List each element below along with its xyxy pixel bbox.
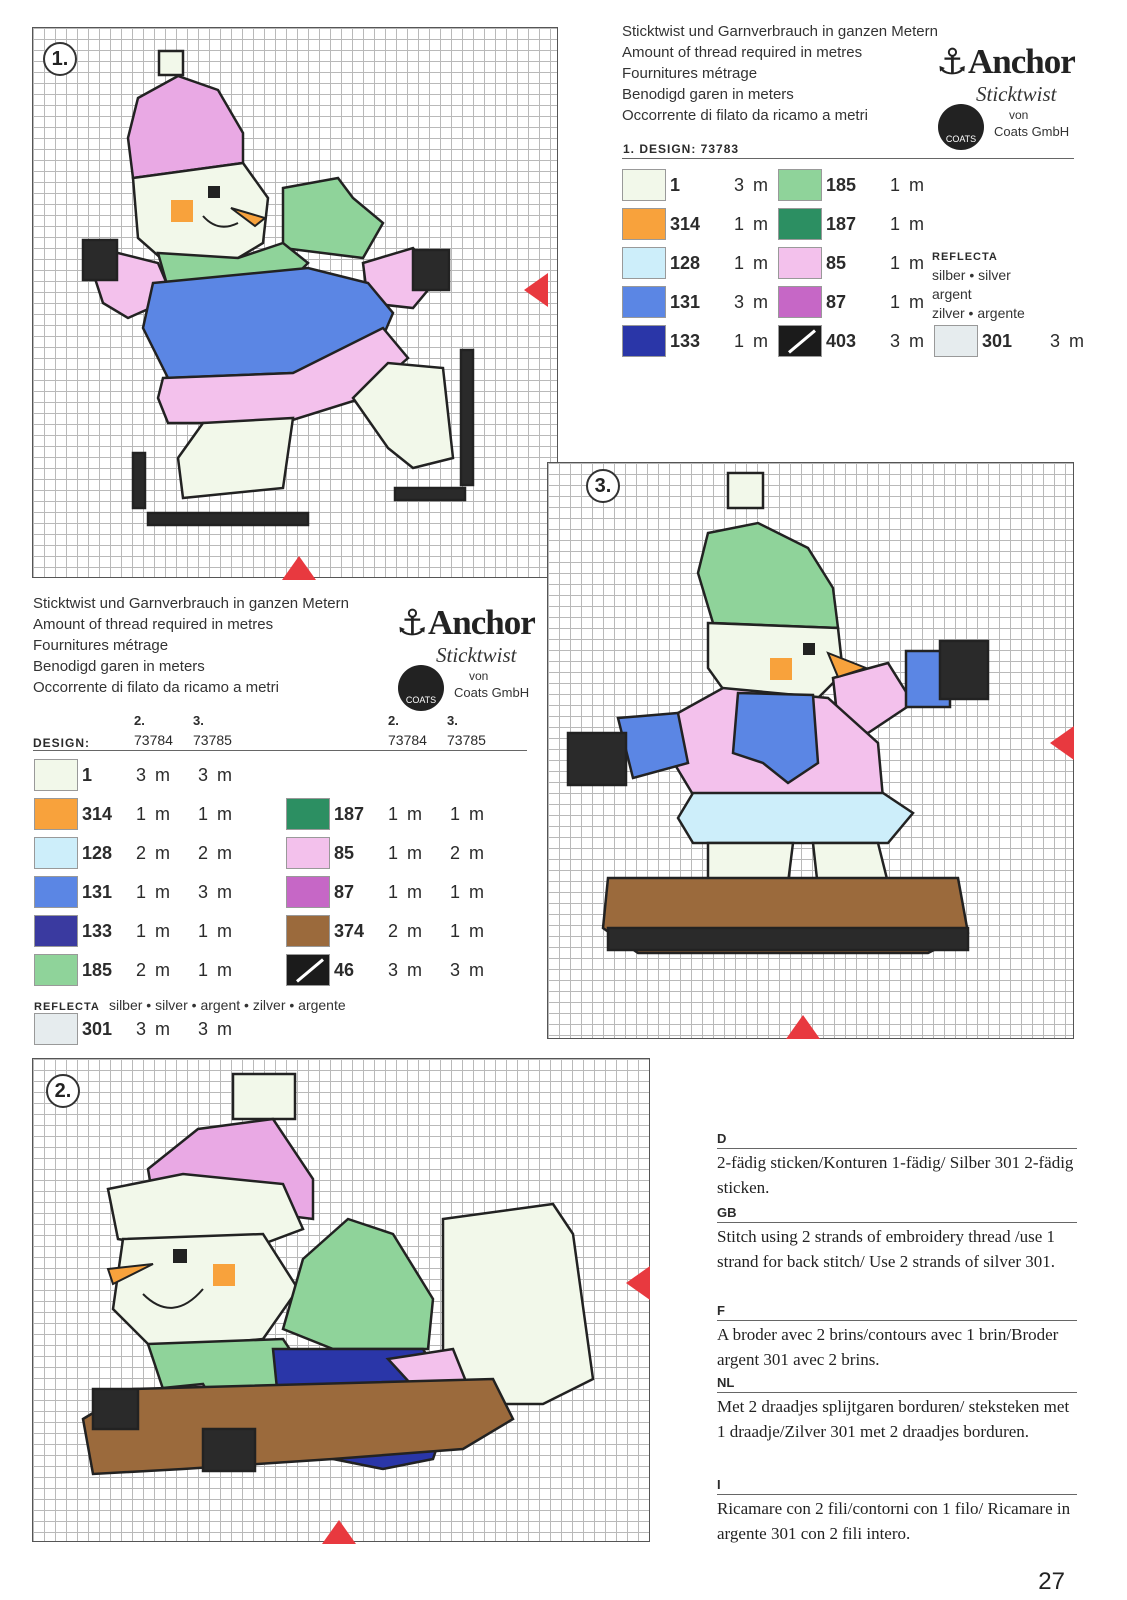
info-line: Sticktwist und Garnverbrauch in ganzen Metern bbox=[622, 23, 938, 40]
thread-code: 185 bbox=[826, 174, 857, 195]
thread-amount: 1 m bbox=[889, 174, 926, 195]
legend-row bbox=[286, 914, 486, 948]
thread-code: 301 bbox=[82, 1018, 113, 1039]
thread-amount-design-3: 1 m bbox=[449, 881, 486, 902]
thread-amount-design-2: 2 m bbox=[135, 959, 172, 980]
instruction-text: Met 2 draadjes splijtgaren borduren/ steksteken met 1 draadje/Zilver 301 met 2 draadjes borduren. bbox=[717, 1397, 1070, 1441]
reflecta-line: silber • silver bbox=[932, 267, 1011, 283]
instruction-block bbox=[717, 1477, 1077, 1546]
color-swatch bbox=[778, 286, 822, 318]
brand-name: Anchor bbox=[428, 603, 535, 642]
thread-amount-design-3: 1 m bbox=[197, 803, 234, 824]
thread-amount-design-2: 3 m bbox=[135, 764, 172, 785]
thread-code: 85 bbox=[826, 252, 847, 273]
thread-code: 187 bbox=[826, 213, 857, 234]
color-swatch bbox=[286, 876, 330, 908]
legend-row bbox=[622, 324, 770, 358]
thread-code: 1 bbox=[82, 764, 93, 785]
color-swatch bbox=[622, 286, 666, 318]
legend-row bbox=[778, 285, 926, 319]
thread-amount-design-2: 1 m bbox=[387, 803, 424, 824]
thread-amount-design-3: 1 m bbox=[197, 959, 234, 980]
snowman-skater-motif bbox=[33, 28, 558, 578]
info-line: Benodigd garen in meters bbox=[33, 658, 205, 675]
legend-row bbox=[622, 207, 770, 241]
brand-sub: Sticktwist bbox=[976, 82, 1057, 106]
design-3-number: 73785 bbox=[193, 732, 232, 748]
thread-amount-design-3: 3 m bbox=[197, 881, 234, 902]
center-marker-bottom-3 bbox=[786, 1015, 820, 1039]
legend-row bbox=[286, 797, 486, 831]
color-swatch bbox=[34, 876, 78, 908]
legend-row bbox=[778, 168, 926, 202]
anchor-icon: ⚓ bbox=[936, 42, 969, 83]
color-swatch bbox=[34, 954, 78, 986]
thread-amount-design-3: 1 m bbox=[449, 803, 486, 824]
col-3-head: 3. bbox=[193, 713, 204, 728]
legend-row bbox=[34, 953, 234, 987]
reflecta-line: zilver • argente bbox=[932, 305, 1025, 321]
thread-amount-design-3: 3 m bbox=[197, 764, 234, 785]
legend-row bbox=[778, 207, 926, 241]
page-number: 27 bbox=[1038, 1568, 1065, 1595]
thread-code: 185 bbox=[82, 959, 113, 980]
col-2-head: 2. bbox=[134, 713, 145, 728]
thread-amount: 1 m bbox=[889, 252, 926, 273]
design-3-badge: 3. bbox=[586, 469, 620, 503]
color-swatch bbox=[934, 325, 978, 357]
thread-amount: 1 m bbox=[889, 291, 926, 312]
center-marker-right-3 bbox=[1050, 726, 1074, 760]
divider bbox=[622, 158, 1074, 159]
info-line: Occorrente di filato da ricamo a metri bbox=[33, 679, 279, 696]
design-2-number: 73784 bbox=[134, 732, 173, 748]
thread-info-text-2 bbox=[33, 593, 349, 698]
instruction-block bbox=[717, 1375, 1077, 1444]
thread-code: 314 bbox=[82, 803, 113, 824]
legend-row bbox=[778, 246, 926, 280]
thread-code: 87 bbox=[826, 291, 847, 312]
color-swatch bbox=[778, 247, 822, 279]
color-swatch bbox=[34, 759, 78, 791]
color-swatch bbox=[34, 1013, 78, 1045]
thread-amount-design-2: 1 m bbox=[387, 881, 424, 902]
info-line: Fournitures métrage bbox=[33, 637, 169, 654]
legend-row bbox=[34, 836, 234, 870]
color-swatch bbox=[286, 954, 330, 986]
brand-name: Anchor bbox=[968, 42, 1075, 81]
thread-amount: 3 m bbox=[733, 291, 770, 312]
color-swatch bbox=[34, 798, 78, 830]
instruction-language: I bbox=[717, 1477, 1077, 1495]
col-3-head-right: 3. bbox=[447, 713, 458, 728]
chart-design-1 bbox=[32, 27, 558, 578]
color-swatch bbox=[34, 915, 78, 947]
info-line: Fournitures métrage bbox=[622, 65, 758, 82]
design-3-number-right: 73785 bbox=[447, 732, 486, 748]
chart-design-2 bbox=[32, 1058, 650, 1542]
thread-amount-design-2: 2 m bbox=[135, 842, 172, 863]
thread-amount-design-3: 3 m bbox=[449, 959, 486, 980]
color-swatch bbox=[622, 208, 666, 240]
snowman-sledding-motif bbox=[33, 1059, 650, 1542]
color-swatch bbox=[622, 247, 666, 279]
brand-sub: Sticktwist bbox=[436, 643, 517, 667]
center-marker-bottom-2 bbox=[322, 1520, 356, 1544]
instruction-text: 2-fädig sticken/Konturen 1-fädig/ Silber 301 2-fädig sticken. bbox=[717, 1153, 1074, 1197]
brand-von: von bbox=[1009, 108, 1029, 122]
thread-code: 128 bbox=[82, 842, 113, 863]
color-swatch bbox=[34, 837, 78, 869]
coats-logo: COATS bbox=[398, 665, 444, 711]
reflecta-line: argent bbox=[932, 286, 972, 302]
info-line: Amount of thread required in metres bbox=[622, 44, 863, 61]
reflecta-label-1: REFLECTA bbox=[932, 251, 998, 263]
legend-row bbox=[34, 758, 234, 792]
divider bbox=[33, 750, 527, 751]
design-2-number-right: 73784 bbox=[388, 732, 427, 748]
thread-code: 314 bbox=[670, 213, 701, 234]
color-swatch bbox=[778, 325, 822, 357]
thread-code: 374 bbox=[334, 920, 365, 941]
thread-amount: 3 m bbox=[733, 174, 770, 195]
legend-row bbox=[34, 1012, 234, 1046]
legend-row bbox=[622, 168, 770, 202]
instruction-text: Ricamare con 2 fili/contorni con 1 filo/ Ricamare in argente 301 con 2 fili intero. bbox=[717, 1499, 1071, 1543]
thread-amount-design-3: 3 m bbox=[197, 1018, 234, 1039]
info-line: Benodigd garen in meters bbox=[622, 86, 794, 103]
center-marker-right-2 bbox=[626, 1266, 650, 1300]
legend-row bbox=[34, 797, 234, 831]
thread-amount-design-2: 3 m bbox=[387, 959, 424, 980]
brand-coats: Coats GmbH bbox=[994, 124, 1070, 139]
info-line: Amount of thread required in metres bbox=[33, 616, 274, 633]
design-2-badge: 2. bbox=[46, 1074, 80, 1108]
thread-amount-design-3: 1 m bbox=[197, 920, 234, 941]
design-1-badge: 1. bbox=[43, 42, 77, 76]
instruction-language: F bbox=[717, 1303, 1077, 1321]
legend-row bbox=[934, 324, 1086, 358]
thread-amount: 3 m bbox=[1049, 330, 1086, 351]
design-label-2: DESIGN: bbox=[33, 736, 91, 750]
color-swatch bbox=[622, 169, 666, 201]
info-line: Occorrente di filato da ricamo a metri bbox=[622, 107, 868, 124]
center-marker-bottom-1 bbox=[282, 556, 316, 580]
thread-amount: 3 m bbox=[889, 330, 926, 351]
info-line: Sticktwist und Garnverbrauch in ganzen Metern bbox=[33, 595, 349, 612]
color-swatch bbox=[286, 915, 330, 947]
instruction-language: NL bbox=[717, 1375, 1077, 1393]
thread-amount-design-2: 2 m bbox=[387, 920, 424, 941]
instruction-block bbox=[717, 1131, 1077, 1200]
color-swatch bbox=[286, 798, 330, 830]
chart-design-3 bbox=[547, 462, 1074, 1039]
legend-row bbox=[34, 875, 234, 909]
instruction-text: A broder avec 2 brins/contours avec 1 brin/Broder argent 301 avec 2 brins. bbox=[717, 1325, 1059, 1369]
reflecta-label-2: REFLECTA bbox=[34, 1001, 100, 1013]
thread-code: 128 bbox=[670, 252, 701, 273]
instruction-language: D bbox=[717, 1131, 1077, 1149]
thread-code: 46 bbox=[334, 959, 355, 980]
instruction-language: GB bbox=[717, 1205, 1077, 1223]
thread-code: 85 bbox=[334, 842, 355, 863]
thread-code: 301 bbox=[982, 330, 1013, 351]
thread-code: 87 bbox=[334, 881, 355, 902]
legend-row bbox=[778, 324, 926, 358]
instruction-block bbox=[717, 1205, 1077, 1274]
reflecta-line-2 bbox=[34, 995, 346, 1015]
reflecta-desc-2: silber • silver • argent • zilver • argente bbox=[108, 997, 346, 1013]
thread-amount-design-2: 1 m bbox=[387, 842, 424, 863]
design-1-label: 1. DESIGN: 73783 bbox=[623, 142, 740, 156]
legend-row bbox=[286, 875, 486, 909]
thread-code: 131 bbox=[670, 291, 701, 312]
thread-info-text-1 bbox=[622, 21, 938, 126]
legend-row bbox=[286, 836, 486, 870]
thread-code: 131 bbox=[82, 881, 113, 902]
thread-amount-design-3: 2 m bbox=[449, 842, 486, 863]
thread-amount-design-3: 2 m bbox=[197, 842, 234, 863]
thread-amount: 1 m bbox=[733, 213, 770, 234]
coats-logo: COATS bbox=[938, 104, 984, 150]
thread-code: 403 bbox=[826, 330, 857, 351]
thread-code: 133 bbox=[82, 920, 113, 941]
instruction-block bbox=[717, 1303, 1077, 1372]
legend-row bbox=[34, 914, 234, 948]
thread-amount-design-2: 1 m bbox=[135, 920, 172, 941]
brand-von: von bbox=[469, 669, 489, 683]
snowman-sled-motif bbox=[548, 463, 1074, 1039]
brand-coats: Coats GmbH bbox=[454, 685, 530, 700]
thread-amount-design-3: 1 m bbox=[449, 920, 486, 941]
legend-row bbox=[286, 953, 486, 987]
legend-row bbox=[622, 246, 770, 280]
thread-amount: 1 m bbox=[889, 213, 926, 234]
color-swatch bbox=[622, 325, 666, 357]
thread-amount: 1 m bbox=[733, 330, 770, 351]
thread-amount-design-2: 1 m bbox=[135, 803, 172, 824]
col-2-head-right: 2. bbox=[388, 713, 399, 728]
instruction-text: Stitch using 2 strands of embroidery thread /use 1 strand for back stitch/ Use 2 strands of silver 301. bbox=[717, 1227, 1056, 1271]
thread-amount-design-2: 3 m bbox=[135, 1018, 172, 1039]
legend-row bbox=[622, 285, 770, 319]
thread-amount-design-2: 1 m bbox=[135, 881, 172, 902]
thread-code: 133 bbox=[670, 330, 701, 351]
thread-code: 187 bbox=[334, 803, 365, 824]
reflecta-desc-1 bbox=[932, 266, 1025, 323]
color-swatch bbox=[778, 208, 822, 240]
center-marker-right-1 bbox=[524, 273, 548, 307]
thread-amount: 1 m bbox=[733, 252, 770, 273]
anchor-icon: ⚓ bbox=[396, 603, 429, 644]
thread-code: 1 bbox=[670, 174, 681, 195]
color-swatch bbox=[778, 169, 822, 201]
color-swatch bbox=[286, 837, 330, 869]
